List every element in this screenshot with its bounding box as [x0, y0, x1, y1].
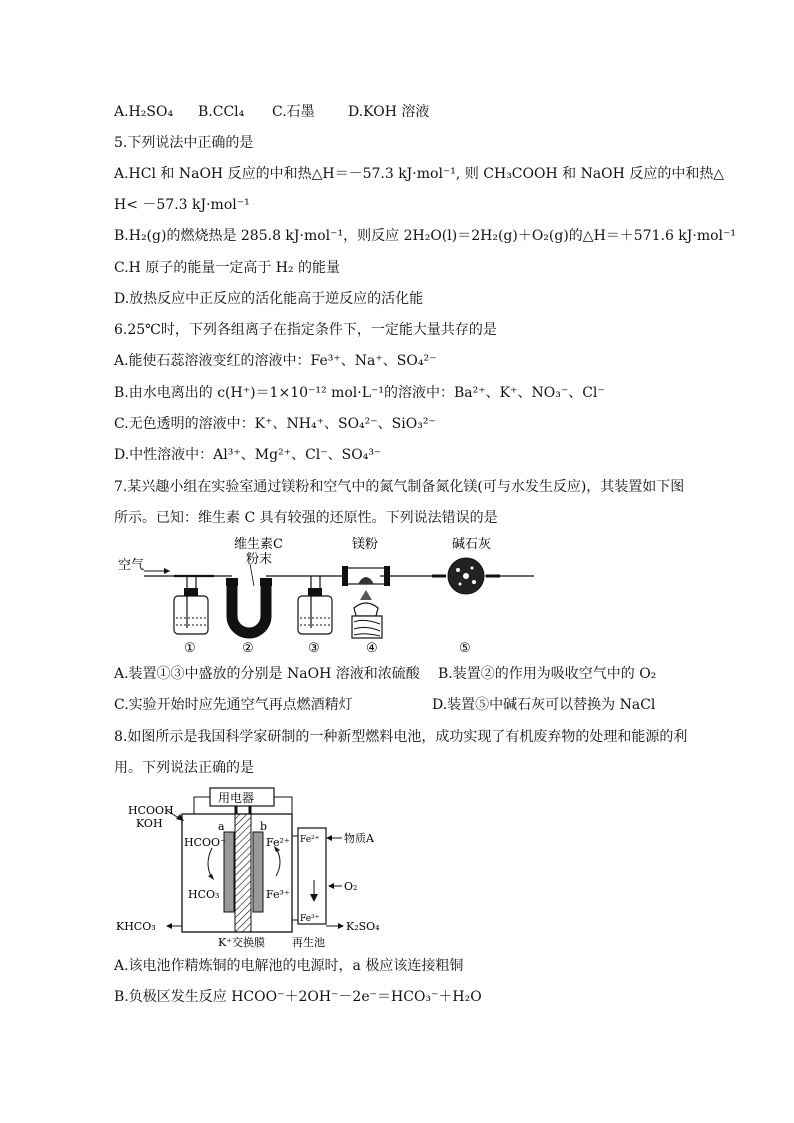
label-mg: 镁粉: [352, 537, 379, 552]
label-electrode-a: a: [218, 820, 225, 833]
q6-option-b: B.由水电离出的 c(H⁺)＝1×10⁻¹² mol·L⁻¹的溶液中：Ba²⁺、K⁺、NO₃⁻、Cl⁻: [114, 385, 605, 401]
label-lime: 碱石灰: [452, 537, 492, 552]
label-fe3-regen: Fe³⁺: [300, 914, 320, 924]
label-num-3: ③: [308, 641, 320, 656]
q4-option-a: A.H₂SO₄: [114, 104, 174, 120]
label-vitc-1: 维生素C: [234, 537, 283, 552]
label-num-4: ④: [366, 641, 378, 656]
label-k2so4: K₂SO₄: [346, 920, 380, 933]
q7-options-ab: [114, 664, 656, 684]
q7-apparatus-figure: [114, 530, 534, 658]
label-regen-tank: 再生池: [292, 936, 325, 949]
q7-options-cd: [114, 695, 655, 715]
label-device: 用电器: [218, 791, 255, 805]
q6-stem: 6.25℃时，下列各组离子在指定条件下，一定能大量共存的是: [114, 322, 497, 338]
label-num-1: ①: [184, 641, 196, 656]
label-fe3: Fe³⁺: [266, 888, 290, 901]
q5-option-a-line2: H< －57.3 kJ·mol⁻¹: [114, 197, 250, 213]
label-hcooh: HCOOH: [128, 804, 174, 817]
q8-stem-line1: 8.如图所示是我国科学家研制的一种新型燃料电池，成功实现了有机废弃物的处理和能源的利: [114, 729, 688, 745]
q6-option-a: A.能使石蕊溶液变红的溶液中：Fe³⁺、Na⁺、SO₄²⁻: [114, 353, 437, 369]
q5-option-c: C.H 原子的能量一定高于 H₂ 的能量: [114, 260, 341, 276]
label-khco3: KHCO₃: [116, 920, 156, 933]
wash-bottle-3: [298, 576, 332, 634]
q5-option-a-line1: A.HCl 和 NaOH 反应的中和热△H＝－57.3 kJ·mol⁻¹, 则 CH₃COOH 和 NaOH 反应的中和热△: [114, 166, 725, 182]
q7-stem-line2: 所示。已知：维生素 C 具有较强的还原性。下列说法错误的是: [114, 510, 498, 526]
q8-option-a: A.该电池作精炼铜的电解池的电源时，a 极应该连接粗铜: [114, 958, 464, 974]
q4-option-c: C.石墨: [272, 104, 315, 120]
q5-option-d: D.放热反应中正反应的活化能高于逆反应的活化能: [114, 291, 424, 307]
q5-option-b: B.H₂(g)的燃烧热是 285.8 kJ·mol⁻¹，则反应 2H₂O(l)＝2H₂(g)＋O₂(g)的△H＝＋571.6 kJ·mol⁻¹: [114, 228, 737, 244]
q8-fuel-cell-figure: [114, 784, 384, 950]
reaction-tube-4: [342, 566, 390, 638]
label-substance-a: 物质A: [344, 832, 374, 845]
q5-stem: 5.下列说法中正确的是: [114, 135, 254, 151]
q7-option-d: D.装置⑤中碱石灰可以替换为 NaCl: [432, 697, 656, 713]
drying-tube-5: [432, 558, 500, 594]
u-tube-2: [214, 564, 310, 633]
q4-option-b: B.CCl₄: [198, 104, 245, 120]
label-electrode-b: b: [260, 820, 268, 833]
q4-option-d: D.KOH 溶液: [348, 104, 430, 120]
q7-option-c: C.实验开始时应先通空气再点燃酒精灯: [114, 697, 353, 713]
label-hcoo: HCOO⁻: [184, 836, 226, 849]
label-num-2: ②: [242, 641, 254, 656]
label-fe2: Fe²⁺: [266, 836, 290, 849]
wash-bottle-1: [174, 576, 214, 634]
label-o2: O₂: [344, 880, 358, 893]
q4-options: [114, 102, 429, 122]
q8-stem-line2: 用。下列说法正确的是: [114, 760, 254, 776]
q7-option-a: A.装置①③中盛放的分别是 NaOH 溶液和浓硫酸: [114, 666, 420, 682]
label-num-5: ⑤: [459, 641, 471, 656]
q6-option-d: D.中性溶液中：Al³⁺、Mg²⁺、Cl⁻、SO₄³⁻: [114, 447, 382, 463]
q7-stem-line1: 7.某兴趣小组在实验室通过镁粉和空气中的氮气制备氮化镁(可与水发生反应)，其装置如下图: [114, 479, 685, 495]
label-vitc-2: 粉末: [246, 552, 273, 567]
q7-option-b: B.装置②的作用为吸收空气中的 O₂: [438, 666, 657, 682]
label-koh: KOH: [136, 817, 163, 830]
label-membrane: K⁺交换膜: [218, 936, 266, 949]
label-hco3: HCO₃: [188, 888, 220, 901]
q8-option-b: B.负极区发生反应 HCOO⁻＋2OH⁻－2e⁻＝HCO₃⁻＋H₂O: [114, 989, 482, 1005]
label-air: 空气: [118, 558, 145, 573]
q6-option-c: C.无色透明的溶液中：K⁺、NH₄⁺、SO₄²⁻、SiO₃²⁻: [114, 416, 436, 432]
label-fe2-regen: Fe²⁺: [300, 835, 320, 845]
